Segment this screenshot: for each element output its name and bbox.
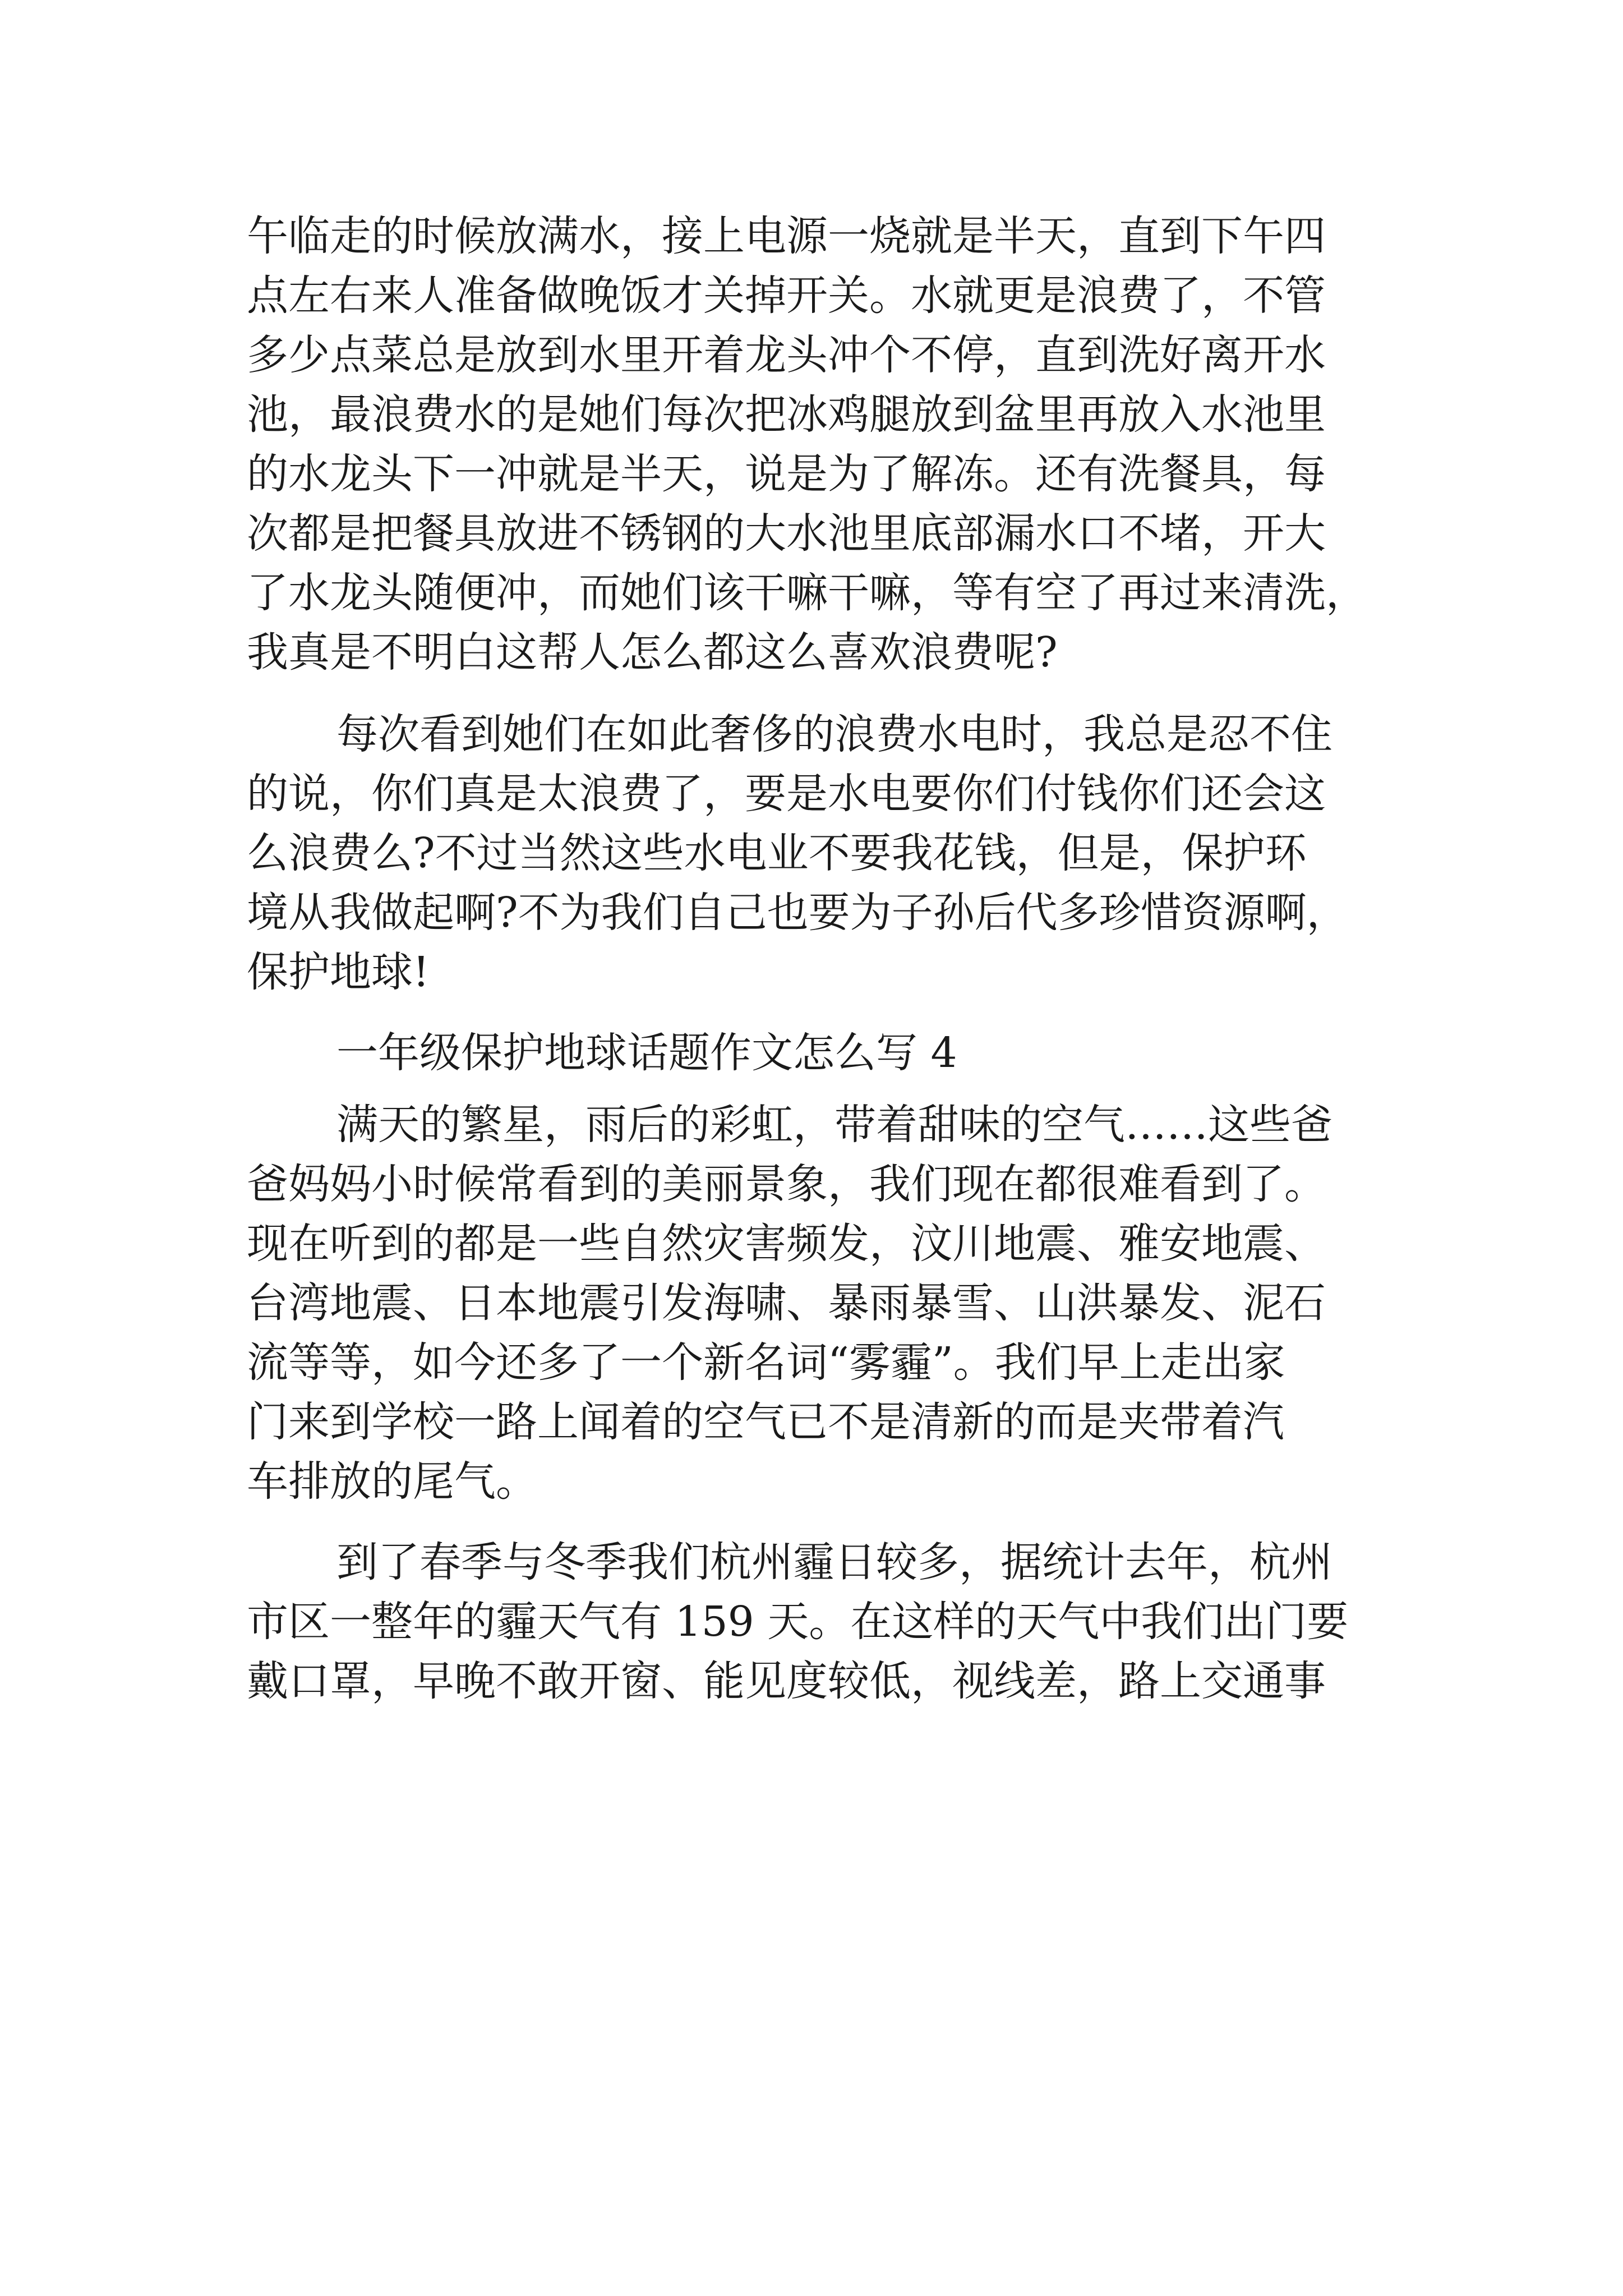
text-line: 车排放的尾气。 [247, 1457, 537, 1506]
text-line: 了水龙头随便冲，而她们该干嘛干嘛，等有空了再过来清洗， [247, 569, 1367, 617]
text-line: 午临走的时候放满水，接上电源一烧就是半天，直到下午四 [247, 212, 1326, 260]
text-line: 满天的繁星，雨后的彩虹，带着甜味的空气……这些爸 [336, 1101, 1332, 1149]
text-line: 境从我做起啊?不为我们自己也要为子孙后代多珍惜资源啊， [247, 889, 1348, 937]
essay-title: 一年级保护地球话题作文怎么写 4 [336, 1029, 957, 1077]
text-line: 戴口罩，早晚不敢开窗、能见度较低，视线差，路上交通事 [247, 1657, 1326, 1705]
text-line: 台湾地震、日本地震引发海啸、暴雨暴雪、山洪暴发、泥石 [247, 1279, 1326, 1327]
text-line: 爸妈妈小时候常看到的美丽景象，我们现在都很难看到了。 [247, 1160, 1326, 1208]
text-line: 流等等，如今还多了一个新名词“雾霾”。我们早上走出家 [247, 1338, 1285, 1387]
text-line: 池，最浪费水的是她们每次把冰鸡腿放到盆里再放入水池里 [247, 390, 1326, 439]
text-line: 次都是把餐具放进不锈钢的大水池里底部漏水口不堵，开大 [247, 509, 1326, 558]
text-line: 我真是不明白这帮人怎么都这么喜欢浪费呢? [247, 628, 1058, 677]
text-line: 市区一整年的霾天气有 159 天。在这样的天气中我们出门要 [247, 1598, 1349, 1646]
text-line: 每次看到她们在如此奢侈的浪费水电时，我总是忍不住 [336, 710, 1332, 758]
text-line: 门来到学校一路上闻着的空气已不是清新的而是夹带着汽 [247, 1398, 1284, 1446]
text-line: 么浪费么?不过当然这些水电业不要我花钱，但是，保护环 [247, 829, 1307, 877]
text-line: 保护地球! [247, 948, 430, 996]
text-line: 现在听到的都是一些自然灾害频发，汶川地震、雅安地震、 [247, 1220, 1326, 1268]
text-line: 的水龙头下一冲就是半天，说是为了解冻。还有洗餐具，每 [247, 450, 1326, 498]
text-line: 点左右来人准备做晚饭才关掉开关。水就更是浪费了，不管 [247, 272, 1326, 320]
text-line: 的说，你们真是太浪费了，要是水电要你们付钱你们还会这 [247, 770, 1326, 818]
text-line: 到了春季与冬季我们杭州霾日较多，据统计去年，杭州 [336, 1538, 1332, 1586]
text-line: 多少点菜总是放到水里开着龙头冲个不停，直到洗好离开水 [247, 331, 1326, 379]
